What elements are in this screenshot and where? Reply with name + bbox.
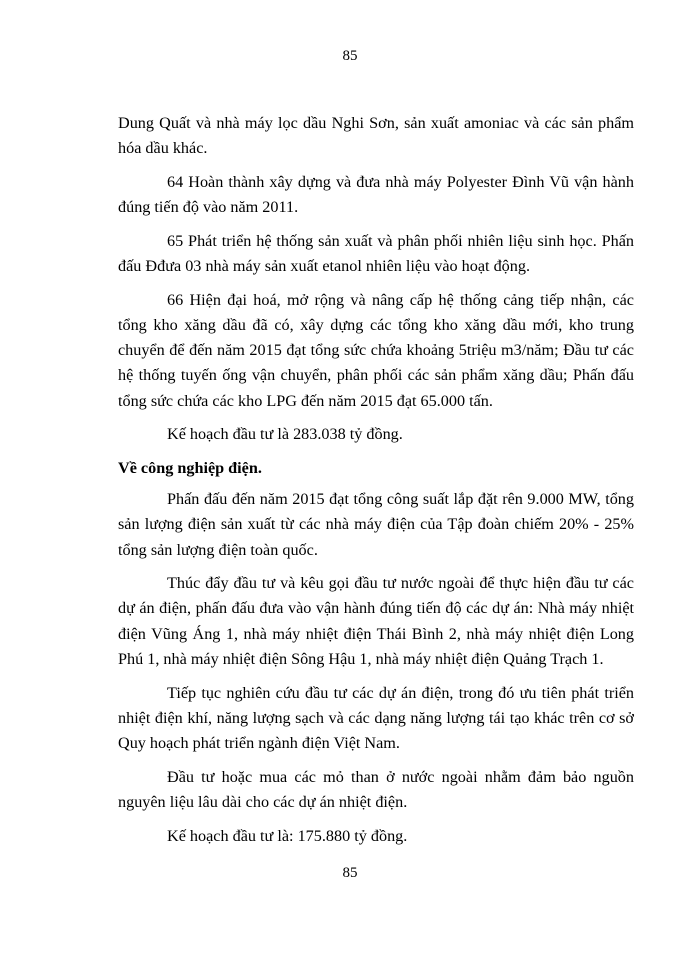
page-number-bottom: 85 [342, 865, 358, 881]
paragraph-investment-plan-power: Kế hoạch đầu tư là: 175.880 tỷ đồng. [167, 826, 408, 845]
paragraph-item-66: 66 Hiện đại hoá, mở rộng và nâng cấp hệ thống cảng tiếp nhận, các tổng kho xăng dầu đã có, xây dựng các tổng kho xăng dầu mới, kho trung chuyển để đến năm 2015 đạt tổng sức chứa khoảng 5triệu m3/năm; Đầu tư các hệ thống tuyến ống vận chuyển, phân phối các sản phẩm xăng dầu; Phấn đấu tổng sức chứa các kho LPG đến năm 2015 đạt 65.000 tấn. [118, 290, 634, 410]
page-number-top: 85 [342, 48, 358, 64]
section-heading-power-industry: Về công nghiệp điện. [118, 458, 262, 477]
paragraph-power-projects: Thúc đẩy đầu tư và kêu gọi đầu tư nước ngoài để thực hiện đầu tư các dự án điện, phấn đấu đưa vào vận hành đúng tiến độ các dự án: Nhà máy nhiệt điện Vũng Áng 1, nhà máy nhiệt điện Thái Bình 2, nhà máy nhiệt điện Long Phú 1, nhà máy nhiệt điện Sông Hậu 1, nhà máy nhiệt điện Quảng Trạch 1. [118, 574, 634, 668]
paragraph-power-research: Tiếp tục nghiên cứu đầu tư các dự án điện, trong đó ưu tiên phát triển nhiệt điện khí, năng lượng sạch và các dạng năng lượng tái tạo khác trên cơ sở Quy hoạch phát triển ngành điện Việt Nam. [118, 683, 634, 752]
paragraph-item-65: 65 Phát triển hệ thống sản xuất và phân phối nhiên liệu sinh học. Phấn đấu Đđưa 03 nhà máy sản xuất etanol nhiên liệu vào hoạt động. [118, 231, 634, 276]
paragraph-item-64: 64 Hoàn thành xây dựng và đưa nhà máy Polyester Đình Vũ vận hành đúng tiến độ vào năm 2011. [118, 172, 634, 217]
paragraph-coal-mines: Đầu tư hoặc mua các mỏ than ở nước ngoài nhằm đảm bảo nguồn nguyên liệu lâu dài cho các dự án nhiệt điện. [118, 767, 634, 811]
paragraph-power-capacity-target: Phấn đấu đến năm 2015 đạt tổng công suất lắp đặt rên 9.000 MW, tổng sản lượng điện sản xuất từ các nhà máy điện của Tập đoàn chiếm 20% - 25% tổng sản lượng điện toàn quốc. [118, 490, 634, 559]
paragraph-investment-plan-petroleum: Kế hoạch đầu tư là 283.038 tỷ đồng. [167, 425, 403, 444]
document-body [118, 111, 634, 857]
paragraph-continuation: Dung Quất và nhà máy lọc dầu Nghi Sơn, sản xuất amoniac và các sản phẩm hóa dầu khác. [118, 114, 634, 158]
